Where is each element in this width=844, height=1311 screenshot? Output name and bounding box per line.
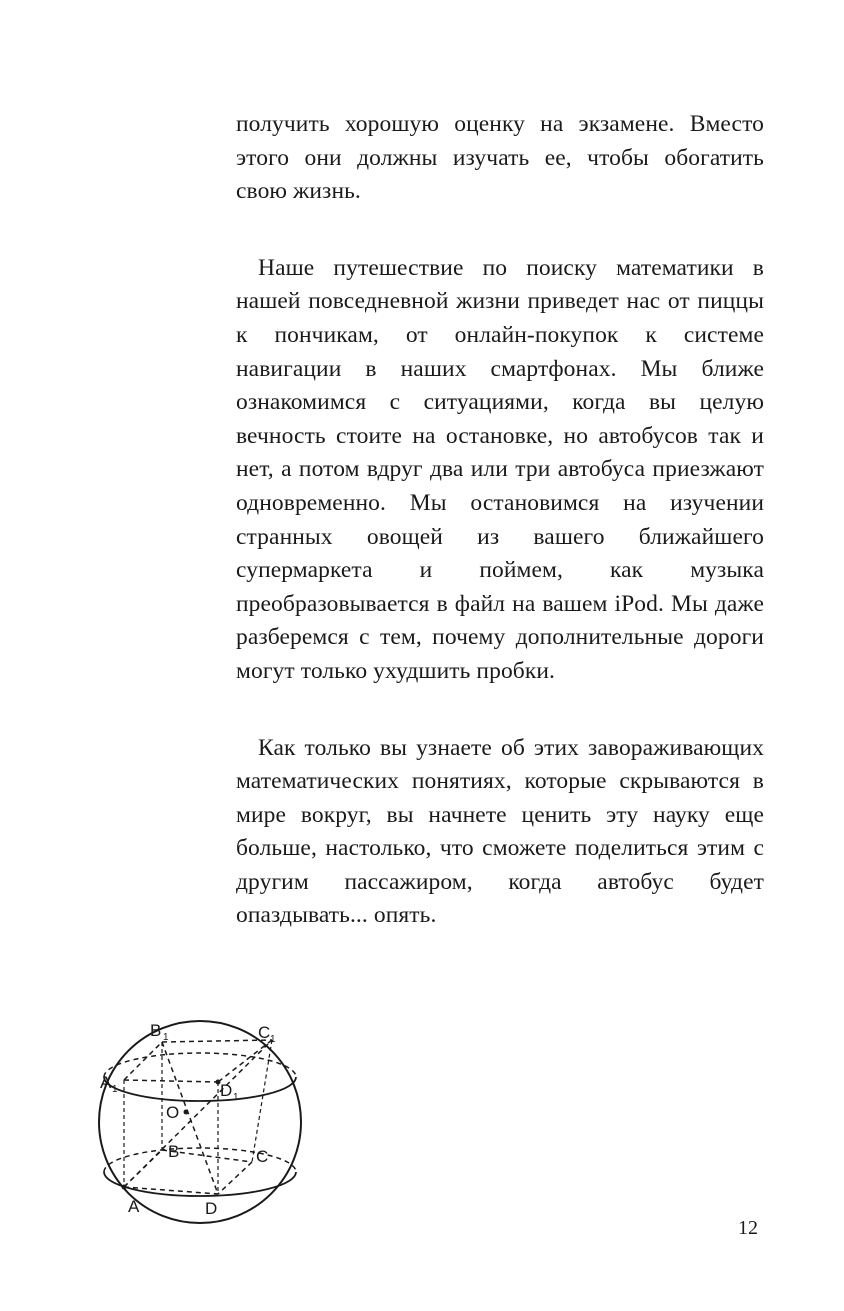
label-d1: D	[220, 1081, 233, 1100]
label-o: O	[166, 1103, 180, 1122]
page-number: 12	[738, 1217, 758, 1239]
label-b: B	[168, 1142, 180, 1161]
label-a1-sub: 1	[112, 1084, 118, 1095]
label-c1-sub: 1	[270, 1034, 276, 1045]
label-b1: B	[150, 1021, 162, 1040]
paragraph-1: получить хорошую оценку на экзамене. Вместо этого они должны изучать ее, чтобы обогатить свою жизнь.	[236, 111, 764, 205]
top-ellipse-front	[104, 1077, 296, 1101]
label-d1-sub: 1	[233, 1092, 239, 1103]
edge-a1-d1	[124, 1080, 218, 1082]
edge-c1-d1	[218, 1040, 272, 1082]
sphere-prism-diagram	[90, 1012, 310, 1232]
label-d: D	[205, 1199, 218, 1218]
edge-a1-b1	[124, 1042, 162, 1080]
paragraph-2: Наше путешествие по поиску математики в нашей повседневной жизни приведет нас от пиццы к пончикам, от онлайн-покупок к системе навигации в наших смартфонах. Мы ближе ознакомимся с ситуациями, когда вы целую вечность стоите на остановке, но автобусов так и нет, а потом вдруг два или три автобуса приезжают одновременно. Мы остановимся на изучении странных овощей из вашего ближайшего супермаркета и поймем, как музыка преобразовывается в файл на вашем iPod. Мы даже разберемся с тем, почему дополнительные дороги могут только ухудшить пробки.	[236, 254, 764, 684]
label-c: C	[256, 1147, 269, 1166]
label-b1-sub: 1	[163, 1032, 169, 1043]
vertex-a	[122, 1185, 127, 1190]
label-a1: A	[100, 1073, 112, 1092]
label-c1: C	[258, 1023, 271, 1042]
body-text	[236, 108, 764, 976]
edge-c-d	[218, 1162, 252, 1194]
center-point	[184, 1110, 189, 1115]
edge-b1-c1	[162, 1040, 272, 1042]
label-a: A	[128, 1197, 140, 1216]
top-ellipse-back	[104, 1053, 296, 1077]
sphere-prism-figure	[90, 1012, 310, 1232]
paragraph-3: Как только вы узнаете об этих завораживающих математических понятиях, которые скрываются в мире вокруг, вы начнете ценить эту науку еще больше, настолько, что сможете поделиться этим с другим пассажиром, когда автобус будет опаздывать... опять.	[236, 734, 764, 929]
